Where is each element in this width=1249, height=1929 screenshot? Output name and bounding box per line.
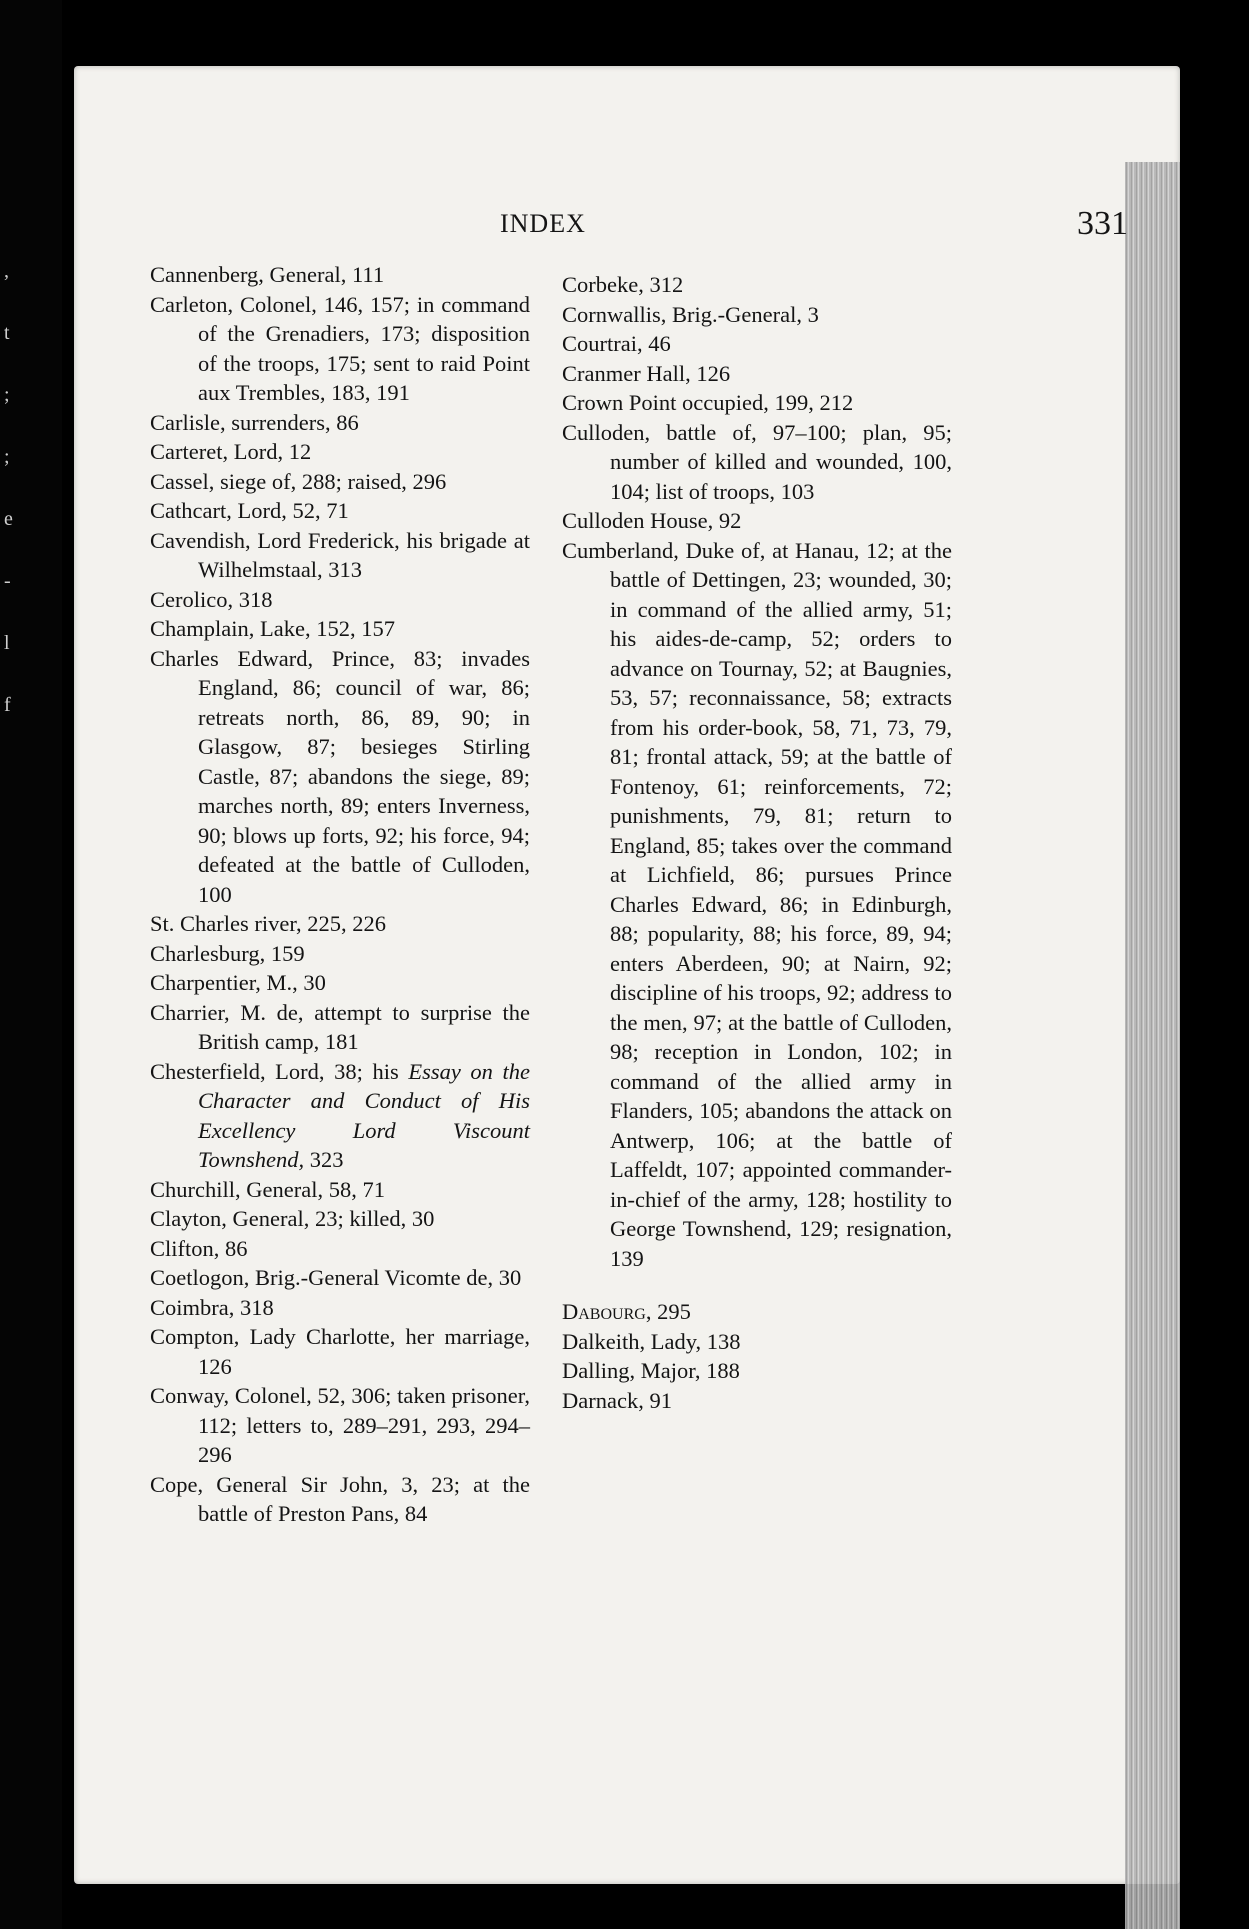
facing-mark: ;: [4, 446, 10, 468]
index-entry: Carlisle, surrenders, 86: [150, 409, 359, 435]
header-title: INDEX: [500, 209, 586, 238]
index-entry: Culloden House, 92: [562, 508, 742, 533]
index-entry: Dalling, Major, 188: [562, 1358, 740, 1383]
facing-mark: -: [4, 570, 11, 592]
index-entry: Charpentier, M., 30: [150, 970, 326, 995]
page-number: 331: [1077, 205, 1128, 242]
index-entry: Charles Edward, Prince, 83; invades England, 86; council of war, 86; retreats north, 86, 89, 90; in Glasgow, 87; besieges Stirling Castle, 87; abandons the siege, 89; marches north, 89; enters Inverness, 90; blows up forts, 92; his force, 94; defeated at the battle of Culloden, 100: [150, 645, 530, 907]
dabourg-page: , 295: [645, 1299, 691, 1324]
index-entry: Cranmer Hall, 126: [562, 360, 731, 386]
facing-page-edge: [0, 0, 62, 1929]
running-header: [500, 205, 1240, 255]
index-entry: Conway, Colonel, 52, 306; taken prisoner, 112; letters to, 289–291, 293, 294–296: [150, 1383, 530, 1467]
chesterfield-essay-title: Essay on the Character and Conduct of His Excellency Lord Viscount Townshend,: [198, 1058, 530, 1172]
facing-page-marks: [4, 240, 18, 736]
index-entry: Courtrai, 46: [562, 331, 671, 356]
index-entry: Carteret, Lord, 12: [150, 439, 312, 464]
index-entry: Clifton, 86: [150, 1235, 248, 1261]
index-entry-dabourg: [562, 1297, 952, 1327]
index-entry: Culloden, battle of, 97–100; plan, 95; number of killed and wounded, 100, 104; list of troops, 103: [562, 419, 952, 504]
index-entry-chesterfield: [150, 1057, 530, 1175]
facing-mark: f: [4, 694, 11, 716]
index-entry: Coetlogon, Brig.-General Vicomte de, 30: [150, 1265, 522, 1290]
index-entry: Darnack, 91: [562, 1387, 672, 1413]
facing-mark: t: [4, 322, 10, 344]
index-entry: Cerolico, 318: [150, 586, 273, 612]
index-entry: Cope, General Sir John, 3, 23; at the battle of Preston Pans, 84: [150, 1471, 530, 1526]
index-entry: Champlain, Lake, 152, 157: [150, 616, 395, 641]
index-entry: Carleton, Colonel, 146, 157; in command of the Grenadiers, 173; disposition of the troops, 175; sent to raid Point aux Trembles, 183, 191: [150, 291, 530, 405]
index-entry: Cornwallis, Brig.-General, 3: [562, 301, 819, 327]
index-entry: St. Charles river, 225, 226: [150, 911, 386, 936]
index-entry: Cumberland, Duke of, at Hanau, 12; at the battle of Dettingen, 23; wounded, 30; in command of the allied army, 51; his aides-de-camp, 52; orders to advance on Tournay, 52; at Baugnies, 53, 57; reconnaissance, 58; extracts from his order-book, 58, 71, 73, 79, 81; frontal attack, 59; at the battle of Fontenoy, 61; reinforcements, 72; punishments, 79, 81; return to England, 85; takes over the command at Lichfield, 86; pursues Prince Charles Edward, 86; in Edinburgh, 88; popularity, 88; his force, 89, 94; enters Aberdeen, 90; at Nairn, 92; discipline of his troops, 92; address to the men, 97; at the battle of Culloden, 98; reception in London, 102; in command of the allied army in Flanders, 105; abandons the attack on Antwerp, 106; at the battle of Laffeldt, 107; appointed commander-in-chief of the army, 128; hostility to George Townshend, 129; resignation, 139: [562, 537, 952, 1271]
chesterfield-page: 323: [304, 1147, 344, 1172]
index-entry: Clayton, General, 23; killed, 30: [150, 1206, 435, 1231]
index-entry: Charrier, M. de, attempt to surprise the British camp, 181: [150, 999, 530, 1054]
index-entry: Coimbra, 318: [150, 1294, 274, 1320]
index-column-right: [562, 270, 952, 1415]
index-entry: Corbeke, 312: [562, 272, 684, 297]
index-entry: Cathcart, Lord, 52, 71: [150, 498, 349, 523]
dabourg-name: Dabourg: [562, 1299, 646, 1324]
index-entry: Cassel, siege of, 288; raised, 296: [150, 468, 447, 494]
facing-mark: l: [4, 632, 10, 654]
facing-mark: ;: [4, 384, 10, 406]
index-column-left: [150, 260, 530, 1529]
index-entry: Compton, Lady Charlotte, her marriage, 126: [150, 1324, 530, 1379]
chesterfield-text: Chesterfield, Lord, 38; his: [150, 1058, 399, 1084]
index-entry: Crown Point occupied, 199, 212: [562, 390, 854, 415]
index-entry: Churchill, General, 58, 71: [150, 1176, 385, 1202]
facing-mark: ,: [4, 260, 9, 282]
page-stack-edge: [1125, 162, 1180, 1929]
index-entry: Charlesburg, 159: [150, 940, 305, 966]
index-entry: Cannenberg, General, 111: [150, 262, 385, 287]
facing-mark: e: [4, 508, 13, 530]
index-entry: Cavendish, Lord Frederick, his brigade at Wilhelmstaal, 313: [150, 527, 530, 582]
index-entry: Dalkeith, Lady, 138: [562, 1328, 741, 1354]
